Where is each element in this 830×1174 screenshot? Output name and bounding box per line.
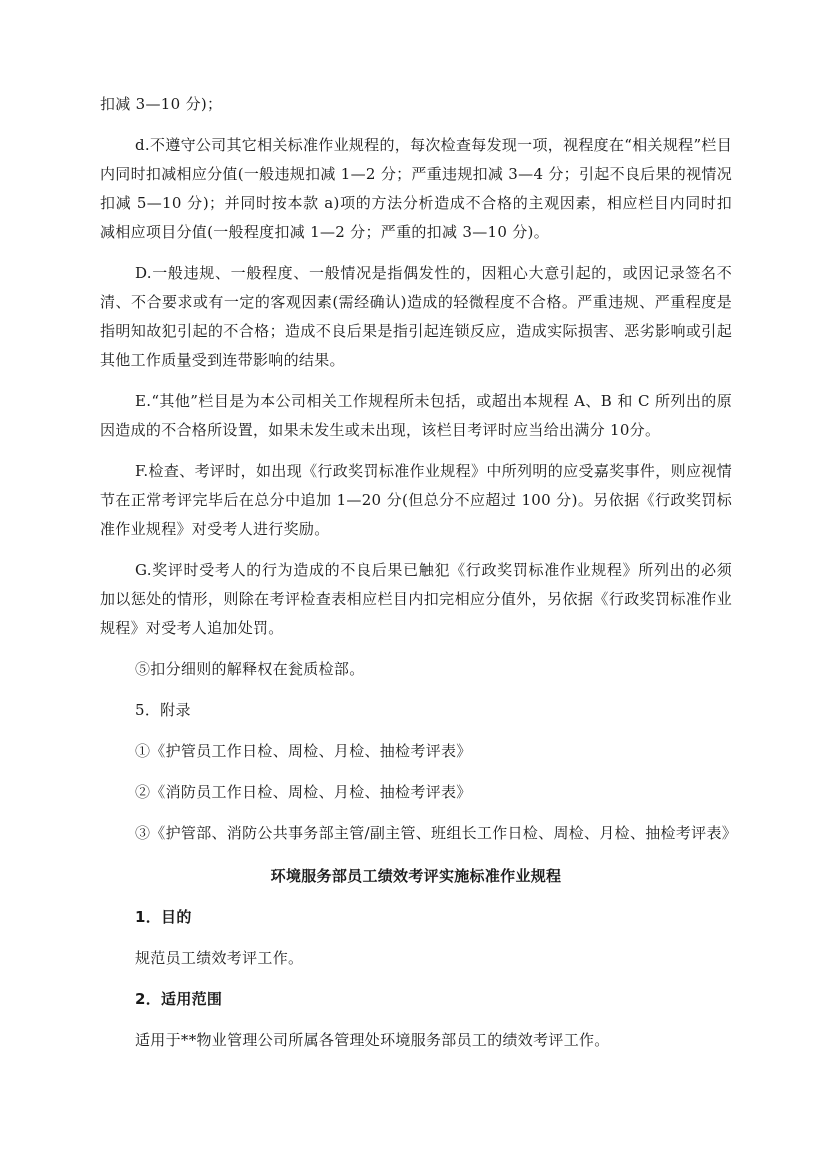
appendix-item-1: ①《护管员工作日检、周检、月检、抽检考评表》 — [135, 742, 472, 760]
paragraph-deduction-end: 扣减 3—10 分)； — [100, 95, 223, 113]
appendix-item-2: ②《消防员工作日检、周检、月检、抽检考评表》 — [135, 783, 472, 801]
document-body — [100, 90, 738, 1067]
paragraph-item-F: F.检查、考评时，如出现《行政奖罚标准作业规程》中所列明的应受嘉奖事件，则应视情节在正常考评完毕后在总分中追加 1—20 分(但总分不应超过 100 分)。另依据《行政奖罚标准作业规程》对受考人进行奖励。 — [100, 462, 732, 538]
paragraph-item-E: E.“其他”栏目是为本公司相关工作规程所未包括，或超出本规程 A、B 和 C 所列出的原因造成的不合格所设置，如果未发生或未出现，该栏目考评时应当给出满分 10分。 — [100, 392, 732, 439]
paragraph-appendix-title: 5．附录 — [135, 701, 191, 719]
section-purpose-body: 规范员工绩效考评工作。 — [135, 949, 304, 967]
document-heading: 环境服务部员工绩效考评实施标准作业规程 — [270, 867, 562, 885]
paragraph-item-D: D.一般违规、一般程度、一般情况是指偶发性的，因粗心大意引起的，或因记录签名不清、不合要求或有一定的客观因素(需经确认)造成的轻微程度不合格。严重违规、严重程度是指明知故犯引起的不合格；造成不良后果是指引起连锁反应，造成实际损害、恶劣影响或引起其他工作质量受到连带影响的结果。 — [100, 264, 732, 369]
paragraph-item-G: G.奖评时受考人的行为造成的不良后果已触犯《行政奖罚标准作业规程》所列出的必须加以惩处的情形，则除在考评检查表相应栏目内扣完相应分值外，另依据《行政奖罚标准作业规程》对受考人追加处罚。 — [100, 561, 732, 637]
paragraph-item-d: d.不遵守公司其它相关标准作业规程的，每次检查每发现一项，视程度在“相关规程”栏目内同时扣减相应分值(一般违规扣减 1—2 分；严重违规扣减 3—4 分；引起不良后果的视情况扣减 5—10 分)；并同时按本款 a)项的方法分析造成不合格的主观因素，相应栏目内同时扣减相应项目分值(一般程度扣减 1—2 分；严重的扣减 3—10 分)。 — [100, 136, 733, 241]
section-purpose-title: 1．目的 — [135, 908, 192, 926]
section-scope-body: 适用于**物业管理公司所属各管理处环境服务部员工的绩效考评工作。 — [135, 1031, 610, 1049]
appendix-item-3: ③《护管部、消防公共事务部主管/副主管、班组长工作日检、周检、月检、抽检考评表》 — [135, 824, 738, 842]
section-scope-title: 2．适用范围 — [135, 990, 223, 1008]
paragraph-interpretation-right: ⑤扣分细则的解释权在瓮质检部。 — [135, 660, 365, 678]
